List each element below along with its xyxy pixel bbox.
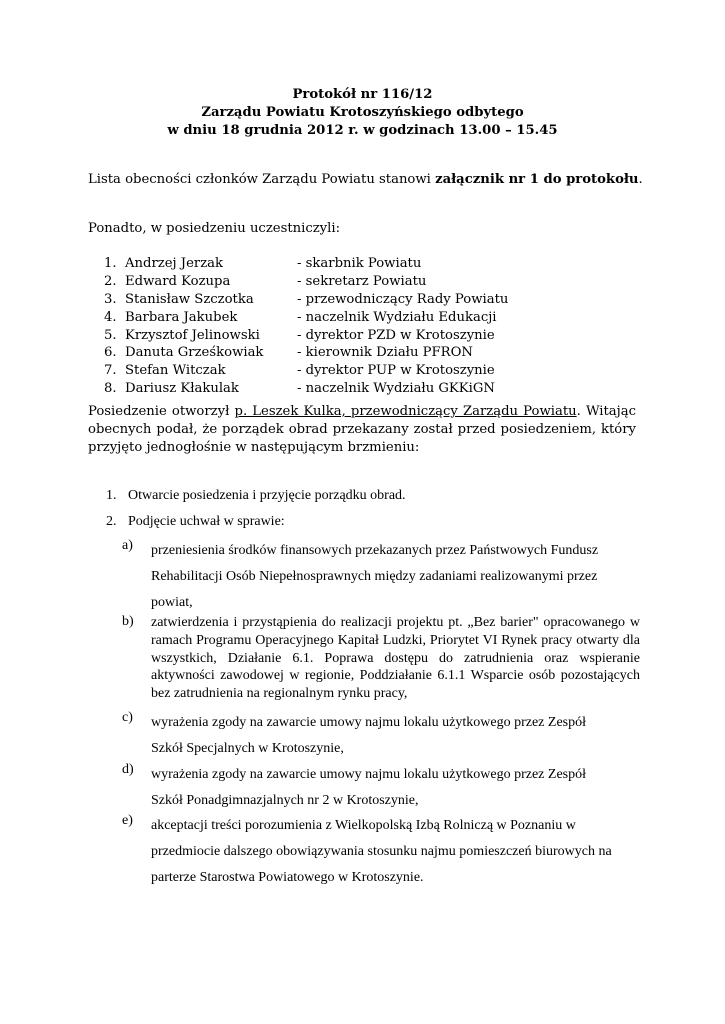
resolution-line: wyrażenia zgody na zawarcie umowy najmu lokalu użytkowego przez Zespół <box>151 715 586 730</box>
resolution-letter: a) <box>122 538 133 553</box>
resolution-text <box>151 813 640 892</box>
participant-role: - przewodniczący Rady Powiatu <box>297 291 509 307</box>
title-line-1: Protokół nr 116/12 <box>292 87 433 102</box>
participant-role: - naczelnik Wydziału Edukacji <box>297 309 497 325</box>
resolution-letter: c) <box>122 710 133 725</box>
resolution-line: wyrażenia zgody na zawarcie umowy najmu lokalu użytkowego przez Zespół <box>151 767 586 782</box>
participant-name: Krzysztof Jelinowski <box>125 327 260 343</box>
participant-role: - naczelnik Wydziału GKKiGN <box>297 381 495 397</box>
agenda-text: Otwarcie posiedzenia i przyjęcie porządku obrad. <box>128 488 406 503</box>
attendance-period: . <box>638 172 643 187</box>
resolution-line: przeniesienia środków finansowych przekazanych przez Państwowych Fundusz <box>151 543 599 558</box>
participant-number: 5. <box>104 327 117 343</box>
attendance-text: Lista obecności członków Zarządu Powiatu stanowi <box>88 172 436 187</box>
resolution-line: Szkół Specjalnych w Krotoszynie, <box>151 741 344 757</box>
participant-number: 8. <box>104 381 117 397</box>
participant-role: - kierownik Działu PFRON <box>297 345 473 361</box>
resolution-line: akceptacji treści porozumienia z Wielkopolską Izbą Rolniczą w Poznaniu w <box>151 818 576 833</box>
participant-role: - dyrektor PUP w Krotoszynie <box>297 363 495 379</box>
title-line-2: Zarządu Powiatu Krotoszyńskiego odbytego <box>201 105 524 120</box>
agenda-number: 1. <box>106 488 117 503</box>
resolution-letter: b) <box>122 614 134 629</box>
agenda-number: 2. <box>106 514 117 529</box>
resolution-text: zatwierdzenia i przystąpienia do realizacji projektu pt. „Bez barier" opracowanego w ramach Programu Operacyjnego Kapitał Ludzki, Priorytet VI Rynek pracy otwarty dla wszystkich, Działanie 6.1. Poprawa dostępu do zatrudnienia oraz wspieranie aktywności zawodowej w regionie, Poddziałanie 6.1.1 Wsparcie osób pozostających bez zatrudnienia na regionalnym rynku pracy, <box>151 615 640 702</box>
participants-intro: Ponadto, w posiedzeniu uczestniczyli: <box>88 221 341 236</box>
resolution-letter: e) <box>122 813 133 828</box>
resolution-text <box>151 538 640 617</box>
resolution-line: parterze Starostwa Powiatowego w Krotoszynie. <box>151 870 424 886</box>
chairman-name: p. Leszek Kulka, przewodniczący Zarządu Powiatu <box>234 404 577 419</box>
resolution-line: Rehabilitacji Osób Niepełnosprawnych między zadaniami realizowanymi przez <box>151 569 598 585</box>
title-line-3: w dniu 18 grudnia 2012 r. w godzinach 13.00 – 15.45 <box>167 123 558 138</box>
protocol-title <box>0 86 725 140</box>
attendance-attachment: załącznik nr 1 do protokołu <box>435 172 639 187</box>
opening-text: Posiedzenie otworzył <box>88 404 235 419</box>
participant-name: Stanisław Szczotka <box>125 291 254 307</box>
participant-number: 7. <box>104 363 117 379</box>
resolution-line: powiat, <box>151 595 193 611</box>
participant-role: - dyrektor PZD w Krotoszynie <box>297 327 495 343</box>
participant-name: Stefan Witczak <box>125 363 226 379</box>
opening-paragraph <box>88 403 636 456</box>
participant-name: Danuta Grześkowiak <box>125 345 264 361</box>
agenda-text: Podjęcie uchwał w sprawie: <box>128 514 285 529</box>
participant-number: 6. <box>104 345 117 361</box>
opening-continuation: . Witając obecnych podał, że porządek obrad przekazany został przed posiedzeniem, który przyjęto jednogłośnie w następującym brzmieniu: <box>88 404 636 455</box>
resolution-line: Szkół Ponadgimnazjalnych nr 2 w Krotoszynie, <box>151 793 419 809</box>
participant-name: Barbara Jakubek <box>125 309 238 325</box>
resolution-text <box>151 762 640 814</box>
resolution-text <box>151 710 640 762</box>
resolution-line: przedmiocie dalszego obowiązywania stosunku najmu pomieszczeń biurowych na <box>151 844 612 860</box>
participant-role: - sekretarz Powiatu <box>297 273 427 289</box>
participant-number: 1. <box>104 256 117 271</box>
participant-role: - skarbnik Powiatu <box>297 256 422 271</box>
resolution-letter: d) <box>122 762 134 777</box>
participant-name: Andrzej Jerzak <box>125 256 223 271</box>
participant-name: Edward Kozupa <box>125 273 231 289</box>
participant-number: 2. <box>104 273 117 289</box>
participant-number: 4. <box>104 309 117 325</box>
attendance-paragraph <box>88 172 643 187</box>
participant-name: Dariusz Kłakulak <box>125 381 239 397</box>
participant-number: 3. <box>104 291 117 307</box>
